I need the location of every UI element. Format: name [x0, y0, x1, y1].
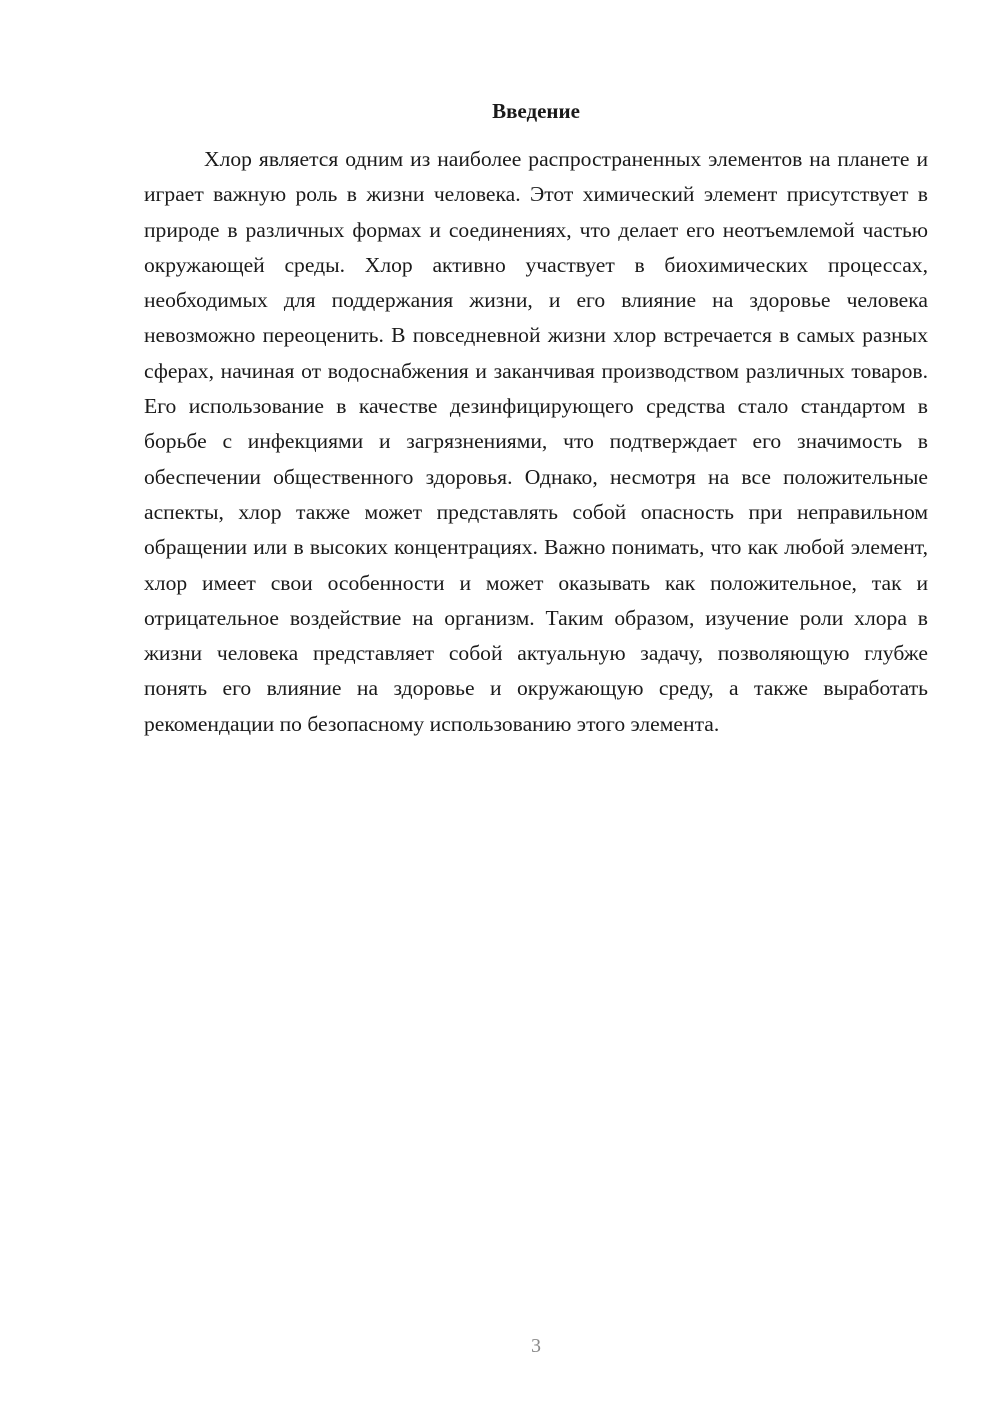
page-number: 3: [531, 1335, 541, 1357]
section-heading: Введение: [492, 99, 580, 123]
introduction-paragraph: Хлор является одним из наиболее распространенных элементов на планете и играет важную роль в жизни человека. Этот химический элемент присутствует в природе в различных формах и соединениях, что делает его неотъемлемой частью окружающей среды. Хлор активно участвует в биохимических процессах, необходимых для поддержания жизни, и его влияние на здоровье человека невозможно переоценить. В повседневной жизни хлор встречается в самых разных сферах, начиная от водоснабжения и заканчивая производством различных товаров. Его использование в качестве дезинфицирующего средства стало стандартом в борьбе с инфекциями и загрязнениями, что подтверждает его значимость в обеспечении общественного здоровья. Однако, несмотря на все положительные аспекты, хлор также может представлять собой опасность при неправильном обращении или в высоких концентрациях. Важно понимать, что как любой элемент, хлор имеет свои особенности и может оказывать как положительное, так и отрицательное воздействие на организм. Таким образом, изучение роли хлора в жизни человека представляет собой актуальную задачу, позволяющую глубже понять его влияние на здоровье и окружающую среду, а также выработать рекомендации по безопасному использованию этого элемента.: [144, 147, 928, 736]
